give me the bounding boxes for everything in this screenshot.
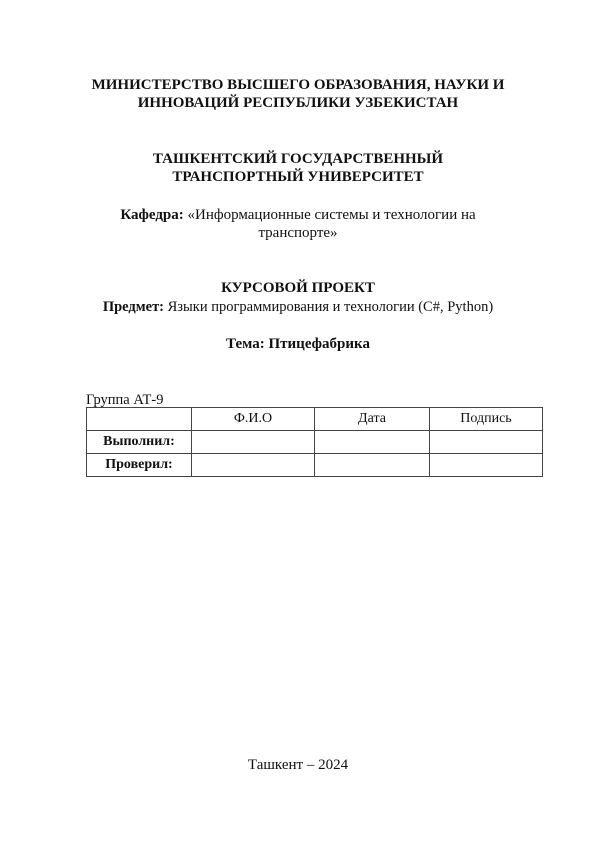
signature-table-row: [87, 454, 543, 477]
row-label-performed-by: Выполнил:: [87, 431, 192, 454]
header-cell-date: Дата: [315, 408, 430, 431]
signature-table-header-row: [87, 408, 543, 431]
ministry-title-line-2: ИННОВАЦИЙ РЕСПУБЛИКИ УЗБЕКИСТАН: [137, 95, 459, 111]
cell-checked-signature: [430, 454, 543, 477]
cell-performed-date: [315, 431, 430, 454]
header-cell-signature: Подпись: [430, 408, 543, 431]
subject-value: Языки программирования и технологии (C#, Python): [167, 299, 494, 315]
row-label-checked-by: Проверил:: [87, 454, 192, 477]
group-label: Группа АТ-9: [86, 392, 164, 408]
topic-line: Тема: Птицефабрика: [226, 336, 370, 352]
project-type-title: КУРСОВОЙ ПРОЕКТ: [221, 280, 375, 296]
university-title-line-1: ТАШКЕНТСКИЙ ГОСУДАРСТВЕННЫЙ: [152, 151, 444, 167]
subject-line: [0, 297, 596, 317]
department-label: Кафедра:: [120, 207, 184, 223]
subject-label: Предмет:: [102, 299, 165, 315]
department-value-part-2: транспорте»: [258, 225, 338, 241]
cell-checked-date: [315, 454, 430, 477]
department-value-part-1: «Информационные системы и технологии на: [187, 207, 476, 223]
signature-table: [86, 407, 543, 477]
ministry-title-line-1: МИНИСТЕРСТВО ВЫСШЕГО ОБРАЗОВАНИЯ, НАУКИ И: [91, 77, 505, 93]
city-year-footer: Ташкент – 2024: [247, 757, 349, 773]
department-line-1: [0, 205, 596, 225]
university-title-line-2: ТРАНСПОРТНЫЙ УНИВЕРСИТЕТ: [172, 169, 424, 185]
cell-performed-signature: [430, 431, 543, 454]
header-cell-empty: [87, 408, 192, 431]
header-cell-name: Ф.И.О: [192, 408, 315, 431]
cell-checked-name: [192, 454, 315, 477]
cell-performed-name: [192, 431, 315, 454]
signature-table-row: [87, 431, 543, 454]
